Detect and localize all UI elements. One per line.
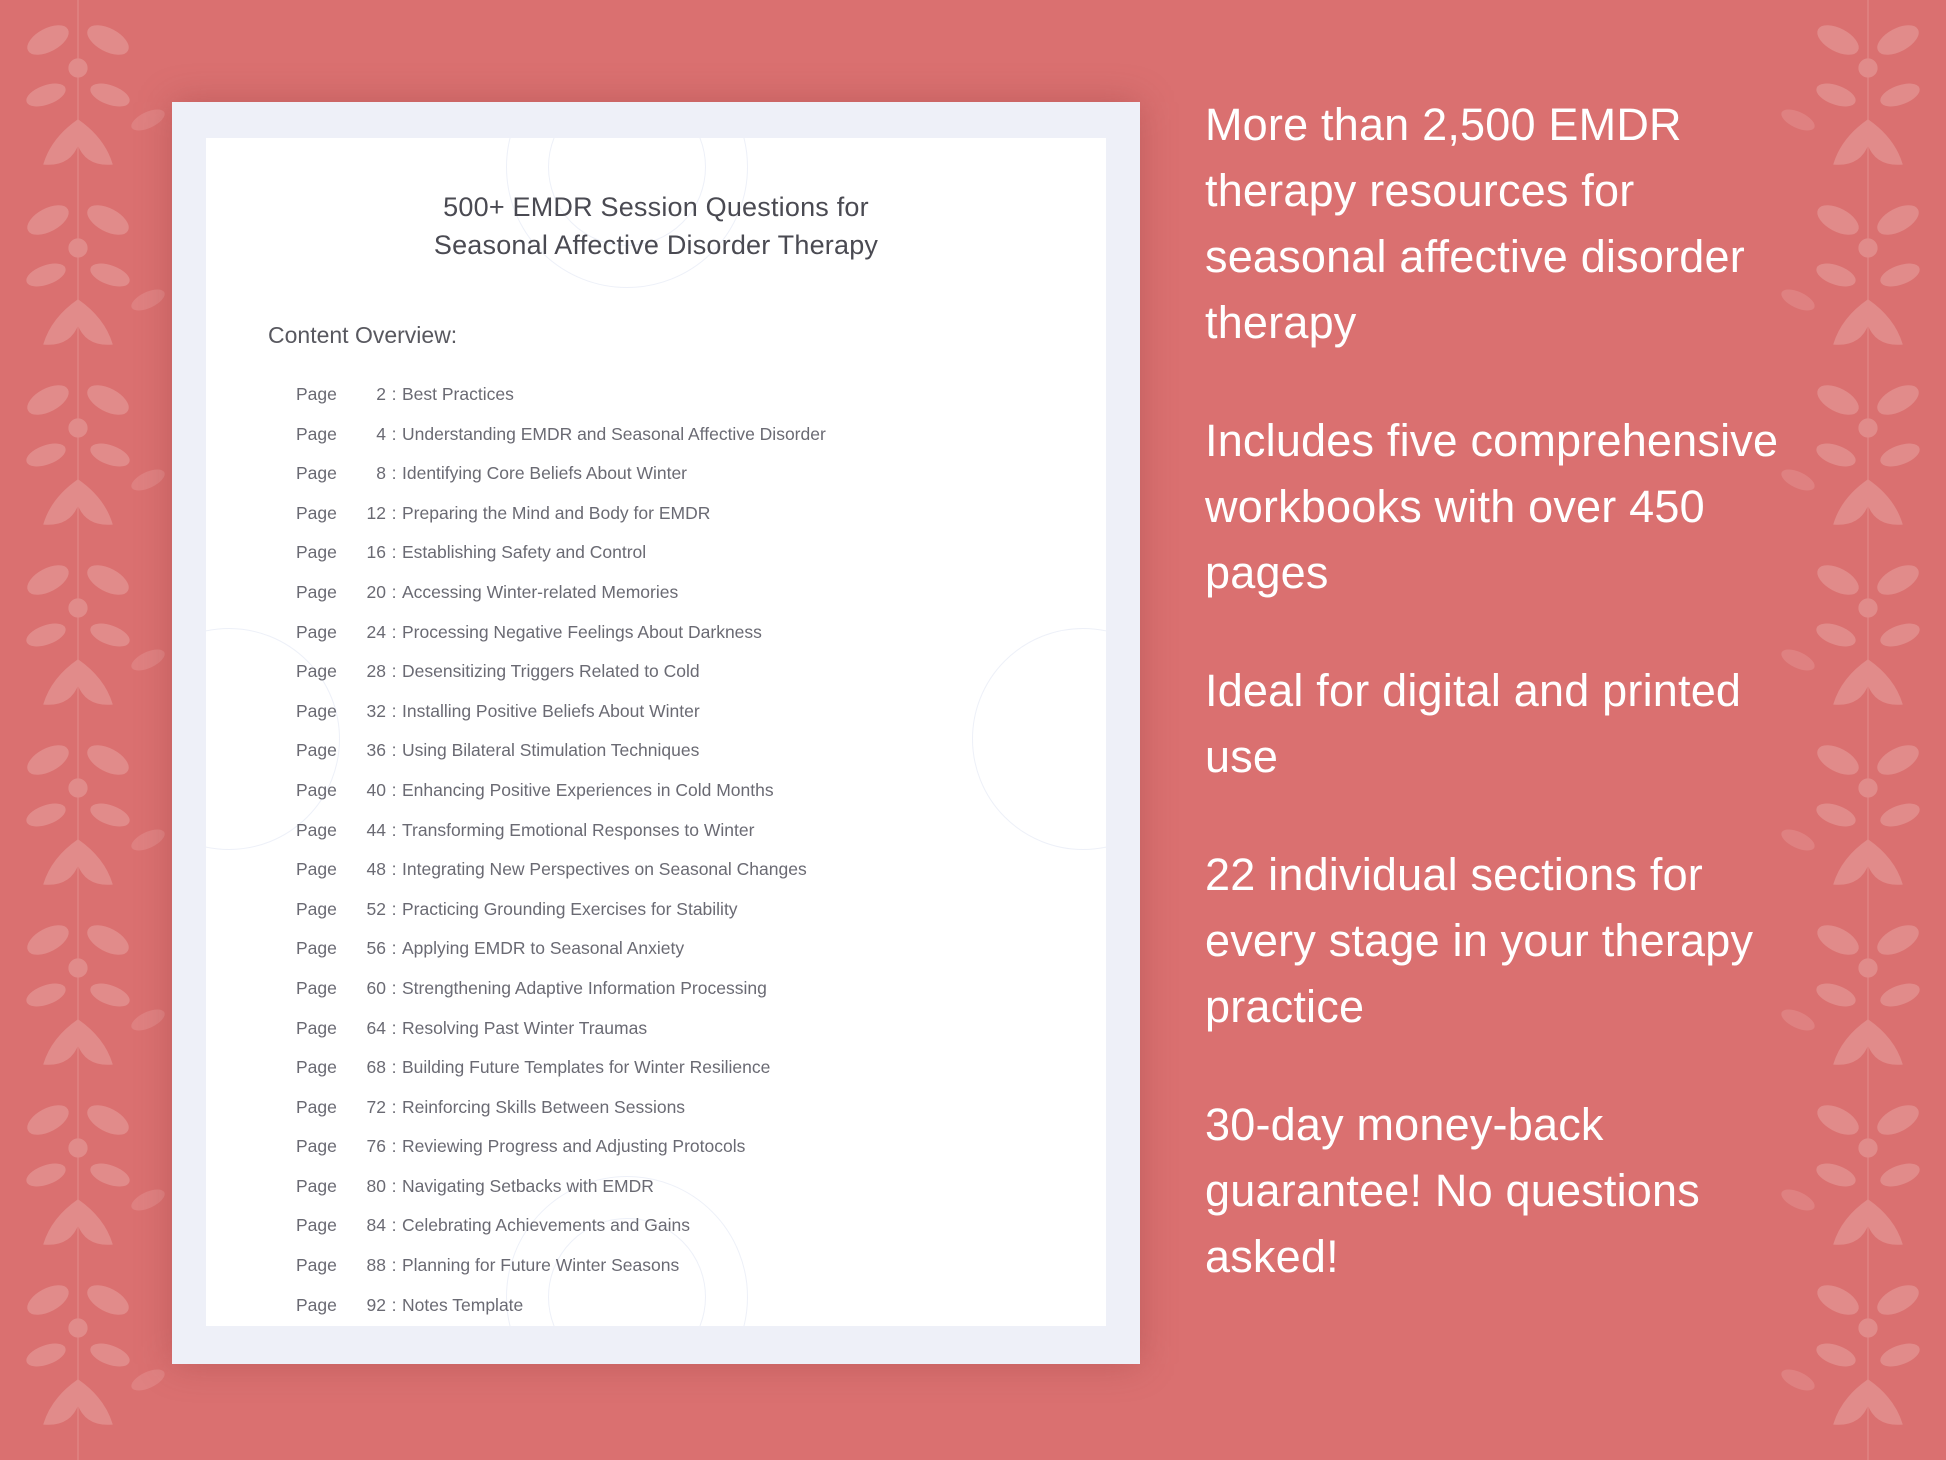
toc-entry-title: Celebrating Achievements and Gains xyxy=(402,1215,690,1236)
toc-page-number: 72 xyxy=(366,1096,386,1117)
toc-entry-title: Preparing the Mind and Body for EMDR xyxy=(402,502,711,523)
toc-page-label: Page xyxy=(296,977,337,998)
toc-row[interactable] xyxy=(296,573,1050,613)
toc-row[interactable] xyxy=(296,1088,1050,1128)
toc-page-label: Page xyxy=(296,1215,337,1236)
floral-border-right-icon xyxy=(1808,0,1928,1460)
toc-row[interactable] xyxy=(296,1048,1050,1088)
toc-entry-title: Practicing Grounding Exercises for Stability xyxy=(402,898,738,919)
toc-page-number: 16 xyxy=(366,542,386,563)
toc-separator: : xyxy=(391,621,397,642)
table-of-contents xyxy=(296,375,1050,1325)
toc-row[interactable] xyxy=(296,1286,1050,1326)
toc-page-label: Page xyxy=(296,542,337,563)
toc-separator: : xyxy=(391,700,397,721)
toc-row[interactable] xyxy=(296,731,1050,771)
promo-column xyxy=(1205,92,1815,1290)
toc-entry-title: Reinforcing Skills Between Sessions xyxy=(402,1096,686,1117)
toc-page-label: Page xyxy=(296,463,337,484)
toc-page-label: Page xyxy=(296,859,337,880)
toc-entry-title: Applying EMDR to Seasonal Anxiety xyxy=(402,938,685,959)
toc-page-number: 44 xyxy=(366,819,386,840)
promo-paragraph: Includes five comprehensive workbooks with over 450 pages xyxy=(1205,415,1779,598)
toc-page-number: 76 xyxy=(366,1136,386,1157)
toc-row[interactable] xyxy=(296,1167,1050,1207)
toc-row[interactable] xyxy=(296,454,1050,494)
toc-page-label: Page xyxy=(296,1057,337,1078)
toc-separator: : xyxy=(391,502,397,523)
toc-page-number: 8 xyxy=(376,463,386,484)
promo-paragraph: Ideal for digital and printed use xyxy=(1205,665,1742,782)
toc-page-number: 80 xyxy=(366,1175,386,1196)
document-content-area xyxy=(206,138,1106,1326)
toc-separator: : xyxy=(391,1136,397,1157)
toc-entry-title: Notes Template xyxy=(402,1294,524,1315)
toc-page-number: 40 xyxy=(366,779,386,800)
toc-page-label: Page xyxy=(296,1294,337,1315)
toc-entry-title: Accessing Winter-related Memories xyxy=(402,581,679,602)
toc-entry-title: Resolving Past Winter Traumas xyxy=(402,1017,648,1038)
toc-page-number: 64 xyxy=(366,1017,386,1038)
toc-row[interactable] xyxy=(296,415,1050,455)
toc-page-number: 4 xyxy=(376,423,386,444)
toc-separator: : xyxy=(391,581,397,602)
toc-page-label: Page xyxy=(296,700,337,721)
toc-row[interactable] xyxy=(296,613,1050,653)
toc-entry-title: Reviewing Progress and Adjusting Protocols xyxy=(402,1136,746,1157)
toc-page-number: 2 xyxy=(376,384,386,404)
toc-page-number: 56 xyxy=(366,938,386,959)
toc-page-label: Page xyxy=(296,384,337,404)
toc-page-label: Page xyxy=(296,740,337,761)
toc-page-label: Page xyxy=(296,1175,337,1196)
toc-row[interactable] xyxy=(296,692,1050,732)
toc-row[interactable] xyxy=(296,850,1050,890)
toc-entry-title: Enhancing Positive Experiences in Cold Months xyxy=(402,779,774,800)
toc-page-label: Page xyxy=(296,1255,337,1276)
toc-row[interactable] xyxy=(296,1246,1050,1286)
toc-entry-title: Processing Negative Feelings About Darkness xyxy=(402,621,762,642)
page-title xyxy=(262,188,1050,264)
toc-page-number: 36 xyxy=(366,740,386,761)
toc-page-number: 32 xyxy=(366,700,386,721)
toc-row[interactable] xyxy=(296,1206,1050,1246)
toc-row[interactable] xyxy=(296,1009,1050,1049)
toc-page-number: 68 xyxy=(366,1057,386,1078)
promo-paragraph: 22 individual sections for every stage in your therapy practice xyxy=(1205,849,1754,1032)
toc-page-label: Page xyxy=(296,581,337,602)
toc-page-number: 20 xyxy=(366,581,386,602)
toc-separator: : xyxy=(391,898,397,919)
toc-page-label: Page xyxy=(296,1017,337,1038)
toc-page-number: 28 xyxy=(366,661,386,682)
toc-separator: : xyxy=(391,661,397,682)
toc-page-number: 12 xyxy=(366,502,386,523)
toc-row[interactable] xyxy=(296,1127,1050,1167)
toc-page-number: 88 xyxy=(366,1255,386,1276)
toc-page-label: Page xyxy=(296,898,337,919)
toc-entry-title: Integrating New Perspectives on Seasonal Changes xyxy=(402,859,807,880)
toc-entry-title: Establishing Safety and Control xyxy=(402,542,647,563)
toc-page-number: 52 xyxy=(366,898,386,919)
toc-separator: : xyxy=(391,1096,397,1117)
toc-separator: : xyxy=(391,1057,397,1078)
toc-page-label: Page xyxy=(296,938,337,959)
toc-entry-title: Understanding EMDR and Seasonal Affective Disorder xyxy=(402,423,826,444)
toc-entry-title: Best Practices xyxy=(402,384,514,404)
toc-separator: : xyxy=(391,384,397,404)
toc-row[interactable] xyxy=(296,811,1050,851)
toc-row[interactable] xyxy=(296,494,1050,534)
toc-separator: : xyxy=(391,1294,397,1315)
toc-page-number: 92 xyxy=(366,1294,386,1315)
toc-page-number: 84 xyxy=(366,1215,386,1236)
toc-separator: : xyxy=(391,1255,397,1276)
toc-separator: : xyxy=(391,542,397,563)
toc-entry-title: Building Future Templates for Winter Resilience xyxy=(402,1057,771,1078)
toc-page-number: 24 xyxy=(366,621,386,642)
toc-separator: : xyxy=(391,819,397,840)
toc-row[interactable] xyxy=(296,890,1050,930)
toc-entry-title: Transforming Emotional Responses to Winter xyxy=(402,819,755,840)
toc-separator: : xyxy=(391,740,397,761)
floral-border-left-icon xyxy=(18,0,138,1460)
toc-entry-title: Planning for Future Winter Seasons xyxy=(402,1255,680,1276)
toc-separator: : xyxy=(391,859,397,880)
toc-page-label: Page xyxy=(296,1136,337,1157)
toc-row[interactable] xyxy=(296,375,1050,415)
toc-row[interactable] xyxy=(296,533,1050,573)
toc-entry-title: Installing Positive Beliefs About Winter xyxy=(402,700,700,721)
toc-separator: : xyxy=(391,977,397,998)
toc-page-number: 60 xyxy=(366,977,386,998)
toc-separator: : xyxy=(391,1175,397,1196)
toc-separator: : xyxy=(391,1215,397,1236)
toc-entry-title: Identifying Core Beliefs About Winter xyxy=(402,463,688,484)
toc-separator: : xyxy=(391,938,397,959)
toc-entry-title: Navigating Setbacks with EMDR xyxy=(402,1175,654,1196)
toc-page-label: Page xyxy=(296,819,337,840)
toc-page-label: Page xyxy=(296,779,337,800)
toc-page-label: Page xyxy=(296,423,337,444)
toc-separator: : xyxy=(391,423,397,444)
toc-page-label: Page xyxy=(296,502,337,523)
toc-page-label: Page xyxy=(296,1096,337,1117)
toc-separator: : xyxy=(391,463,397,484)
page-title-line1: 500+ EMDR Session Questions for xyxy=(443,192,869,222)
toc-row[interactable] xyxy=(296,969,1050,1009)
toc-page-number: 48 xyxy=(366,859,386,880)
toc-entry-title: Desensitizing Triggers Related to Cold xyxy=(402,661,700,682)
promo-paragraph: 30-day money-back guarantee! No questions asked! xyxy=(1205,1099,1700,1282)
toc-page-label: Page xyxy=(296,621,337,642)
toc-entry-title: Using Bilateral Stimulation Techniques xyxy=(402,740,700,761)
toc-page-label: Page xyxy=(296,661,337,682)
toc-row[interactable] xyxy=(296,771,1050,811)
toc-separator: : xyxy=(391,779,397,800)
toc-row[interactable] xyxy=(296,929,1050,969)
promo-paragraph: More than 2,500 EMDR therapy resources for seasonal affective disorder therapy xyxy=(1205,99,1745,348)
document-page xyxy=(172,102,1140,1364)
page-title-line2: Seasonal Affective Disorder Therapy xyxy=(433,230,879,260)
toc-row[interactable] xyxy=(296,652,1050,692)
toc-entry-title: Strengthening Adaptive Information Processing xyxy=(402,977,767,998)
content-overview-heading: Content Overview: xyxy=(268,322,458,348)
toc-separator: : xyxy=(391,1017,397,1038)
